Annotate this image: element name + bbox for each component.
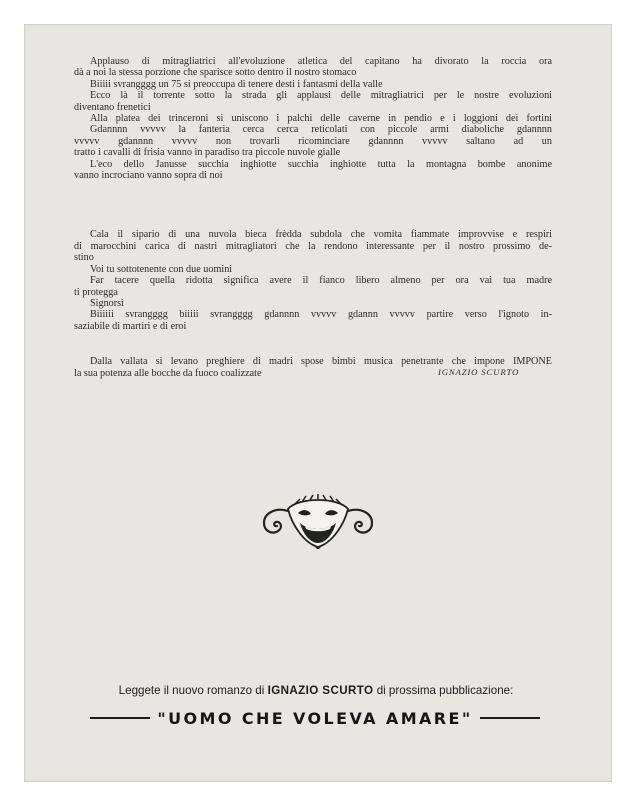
- book-title: "UOMO CHE VOLEVA AMARE": [157, 708, 473, 728]
- promo-author: IGNAZIO SCURTO: [267, 684, 374, 697]
- poem-line: vanno incrociano vanno sopra di noi: [74, 170, 223, 182]
- poem-line: Gdannnn vvvvv la fanteria cerca cerca reticolati con piccole armi diaboliche gdannnn: [90, 124, 552, 136]
- poem-line: tratto i cavalli di frisia vanno in paradiso tra piccole nuvole gialle: [74, 147, 341, 159]
- promo-suffix: di prossima pubblicazione:: [376, 684, 514, 697]
- poem-line: Far tacere quella ridotta significa avere il fianco libero almeno per ora vai tua madre: [90, 275, 552, 287]
- theater-mask-emblem-icon: [258, 487, 378, 549]
- poem-line: Signorsì: [90, 297, 124, 309]
- poem-line: di marocchini carica di nastri mitragliatori che la rendono interessante per il nostro prossimo de-: [74, 240, 552, 252]
- poem-line: stino: [74, 252, 94, 264]
- poem-line: Alla platea dei trinceroni si uniscono i palchi delle caverne in pendio e i loggioni dei fortini: [90, 113, 552, 125]
- title-rule-left: [90, 717, 150, 718]
- poem-line: vvvvv gdannnn vvvvv non trovarli ricominciare gdannnn vvvvv saltano ad un: [74, 135, 552, 147]
- poem-line: L'eco dello Janusse succhia inghiotte succhia inghiotte tutta la montagna bombe anonime: [90, 158, 552, 170]
- book-promotion: [0, 684, 632, 697]
- poem-line: Dalla vallata si levano preghiere di madri spose bimbi musica penetrante che impone IMPONE: [90, 356, 552, 368]
- poem-line: Applauso di mitragliatrici all'evoluzione atletica del capitano ha divorato la roccia ora: [90, 56, 552, 67]
- poem-line: Biiiiii svrangggg biiiii svrangggg gdannnn vvvvv gdannn vvvvv partire verso l'ignoto in-: [90, 309, 552, 321]
- book-title-row: [90, 706, 540, 730]
- poem-line: saziabile di martiri e di eroi: [74, 320, 187, 332]
- poem-line: la sua potenza alle bocche da fuoco coalizzate: [74, 367, 262, 379]
- poem-line: dà a noi la stessa porzione che sparisce sotto dentro il nostro stomaco: [74, 67, 357, 79]
- poem-line: diventano frenetici: [74, 101, 151, 113]
- poem-line: ti protegga: [74, 286, 118, 298]
- promo-prefix: Leggete il nuovo romanzo di: [118, 684, 265, 697]
- title-rule-right: [480, 717, 540, 718]
- poem-line: Ecco là il torrente sotto la strada gli applausi delle mitragliatrici per le nostre evoluzioni: [90, 90, 552, 102]
- poem-line: Voi tu sottotenente con due uomini: [90, 263, 233, 275]
- poem-line: Cala il sipario di una nuvola bieca frèdda subdola che vomita fiammate improvvise e respiri: [90, 229, 552, 241]
- poem-text: [74, 56, 552, 379]
- author-signature: IGNAZIO SCURTO: [438, 367, 520, 377]
- poem-line: Biiiii svrangggg un 75 si preoccupa di tenere desti i fantasmi della valle: [90, 78, 383, 90]
